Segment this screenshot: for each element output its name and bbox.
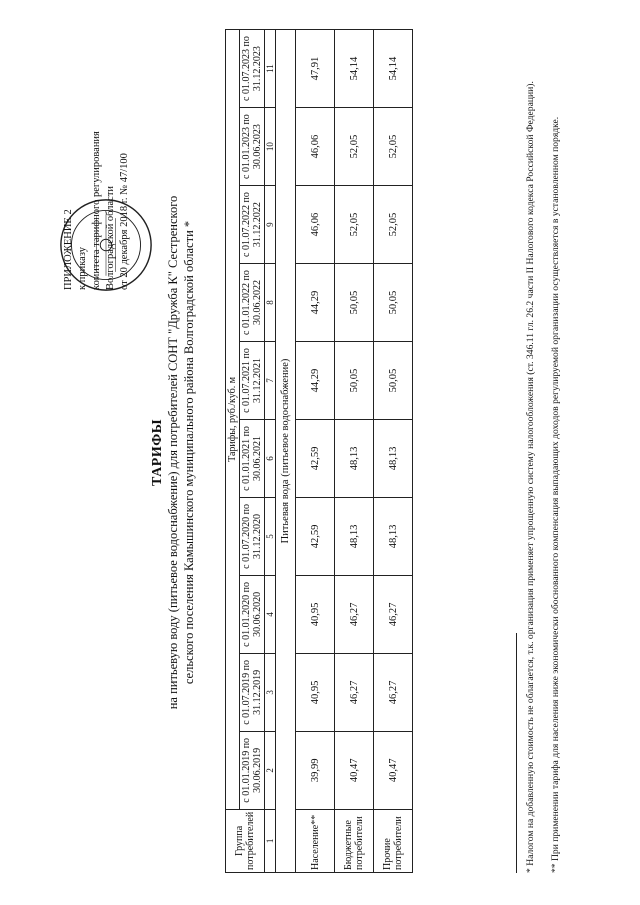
- tariff-header: Тарифы, руб./куб. м: [226, 30, 240, 810]
- tariff-cell: 52,05: [335, 108, 374, 186]
- row-group: Бюджетные потребители: [335, 809, 374, 872]
- tariff-cell: 40,95: [296, 653, 335, 731]
- table-row: [296, 30, 335, 873]
- footnote-vat: * Налогом на добавленную стоимость не облагается, т.к. организация применяет упрощенную систему налогообложения (ст. 346.11 гл. 26.2 части II Налогового кодекса Российской Федерации).: [525, 81, 536, 873]
- approval-line: комитета тарифного регулирования: [91, 131, 102, 290]
- column-number: 3: [265, 653, 276, 731]
- document-title: ТАРИФЫ: [150, 419, 165, 486]
- tariff-cell: 50,05: [374, 342, 413, 420]
- period-header: с 01.07.2020 по 31.12.2020: [240, 497, 265, 575]
- tariff-cell: 54,14: [335, 30, 374, 108]
- approval-line: ПРИЛОЖЕНИЕ 2: [63, 209, 74, 290]
- column-number: 6: [265, 419, 276, 497]
- period-header: с 01.07.2023 по 31.12.2023: [240, 30, 265, 108]
- tariff-cell: 50,05: [335, 264, 374, 342]
- approval-line: от 20 декабря 2018 г. № 47/100: [119, 153, 130, 290]
- tariff-cell: 50,05: [374, 264, 413, 342]
- tariff-cell: 44,29: [296, 342, 335, 420]
- column-number: 11: [265, 30, 276, 108]
- tariff-cell: 46,27: [335, 653, 374, 731]
- document-subtitle-line1: на питьевую воду (питьевое водоснабжение) для потребителей СОНТ "Дружба К" Сестренского: [166, 195, 180, 710]
- period-header: с 01.01.2019 по 30.06.2019: [240, 731, 265, 809]
- tariff-cell: 40,95: [296, 575, 335, 653]
- period-header: с 01.01.2022 по 30.06.2022: [240, 264, 265, 342]
- document-subtitle-line2: сельского поселения Камышинского муниципального района Волгоградской области *: [182, 220, 196, 685]
- tariff-cell: 52,05: [374, 186, 413, 264]
- tariff-cell: 52,05: [374, 108, 413, 186]
- tariff-cell: 46,27: [335, 575, 374, 653]
- tariff-cell: 46,27: [374, 575, 413, 653]
- period-header: с 01.01.2023 по 30.06.2023: [240, 108, 265, 186]
- tariff-cell: 42,59: [296, 419, 335, 497]
- tariff-table: [225, 29, 413, 873]
- period-header: с 01.01.2020 по 30.06.2020: [240, 575, 265, 653]
- column-number: 7: [265, 342, 276, 420]
- column-number: 5: [265, 497, 276, 575]
- tariff-cell: 46,06: [296, 108, 335, 186]
- approval-block: [62, 40, 132, 290]
- tariff-cell: 42,59: [296, 497, 335, 575]
- column-number: 9: [265, 186, 276, 264]
- section-title: Питьевая вода (питьевое водоснабжение): [276, 30, 296, 873]
- column-number: 8: [265, 264, 276, 342]
- period-header: с 01.07.2021 по 31.12.2021: [240, 342, 265, 420]
- tariff-cell: 46,27: [374, 653, 413, 731]
- approval-line: Волгоградской области: [105, 185, 116, 290]
- tariff-cell: 50,05: [335, 342, 374, 420]
- group-header: Группа потребителей: [226, 809, 265, 872]
- tariff-cell: 54,14: [374, 30, 413, 108]
- tariff-cell: 44,29: [296, 264, 335, 342]
- tariff-cell: 40,47: [335, 731, 374, 809]
- column-number: 2: [265, 731, 276, 809]
- tariff-cell: 48,13: [374, 497, 413, 575]
- table-row: [335, 30, 374, 873]
- tariff-cell: 39,99: [296, 731, 335, 809]
- tariff-cell: 48,13: [335, 419, 374, 497]
- column-number: 4: [265, 575, 276, 653]
- tariff-cell: 47,91: [296, 30, 335, 108]
- tariff-cell: 40,47: [374, 731, 413, 809]
- tariff-cell: 48,13: [374, 419, 413, 497]
- table-row: [374, 30, 413, 873]
- footnote-population: ** При применении тарифа для населения ниже экономически обоснованного компенсация выпадающих доходов регулируемой организации осуществляется в установленном порядке.: [550, 116, 561, 873]
- column-number: 10: [265, 108, 276, 186]
- row-group: Прочие потребители: [374, 809, 413, 872]
- period-header: с 01.07.2019 по 31.12.2019: [240, 653, 265, 731]
- tariff-cell: 48,13: [335, 497, 374, 575]
- row-group: Население**: [296, 809, 335, 872]
- period-header: с 01.07.2022 по 31.12.2022: [240, 186, 265, 264]
- period-header: с 01.01.2021 по 30.06.2021: [240, 419, 265, 497]
- approval-line: к приказу: [77, 247, 88, 290]
- tariff-cell: 46,06: [296, 186, 335, 264]
- tariff-cell: 52,05: [335, 186, 374, 264]
- column-number: 1: [265, 809, 276, 872]
- footnote-divider: [516, 633, 517, 873]
